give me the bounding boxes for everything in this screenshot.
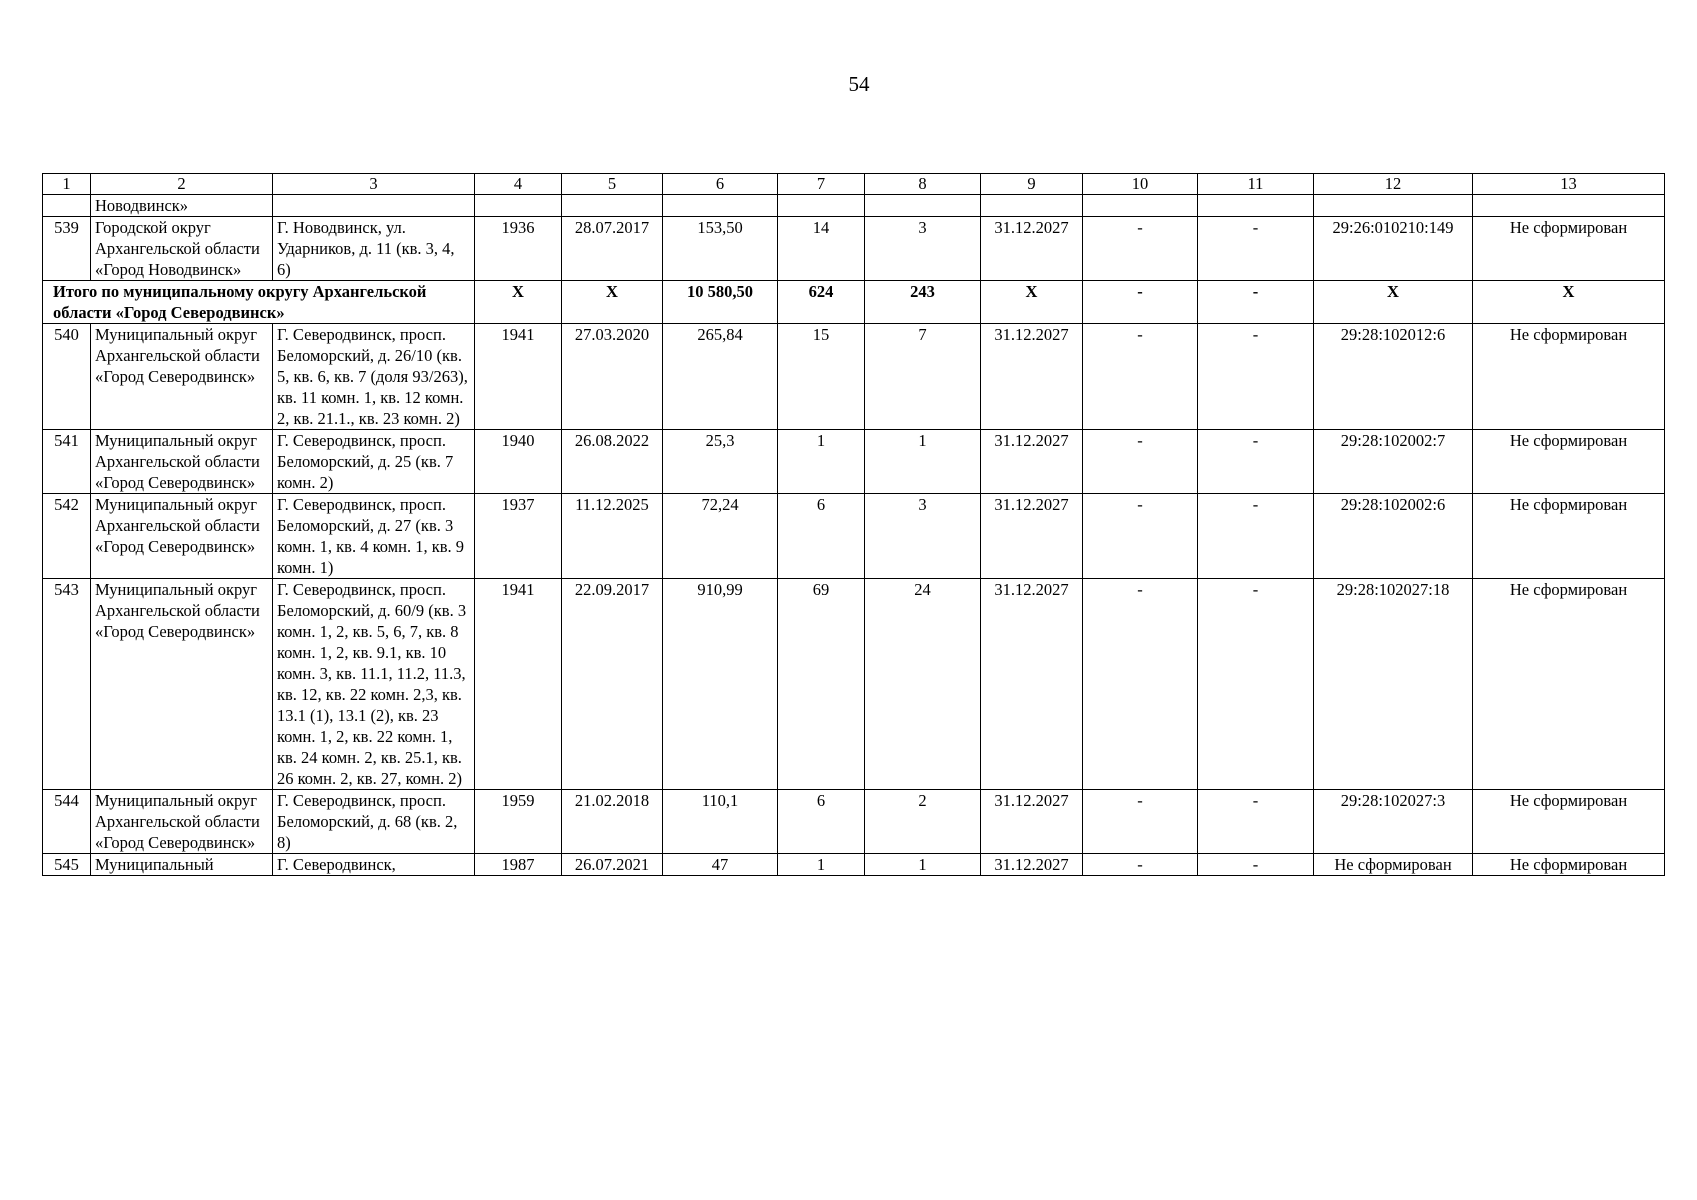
col10-cell: - (1083, 324, 1198, 430)
col10-cell: - (1083, 217, 1198, 281)
col10-cell: - (1083, 854, 1198, 876)
col11-cell: - (1198, 854, 1314, 876)
year-cell: 1987 (475, 854, 562, 876)
land-plot-cell: Не сформирован (1473, 430, 1665, 494)
row-number-cell: 539 (43, 217, 91, 281)
table-cell (1198, 195, 1314, 217)
col10-cell: - (1083, 494, 1198, 579)
rooms-cell: 3 (865, 494, 981, 579)
owner-cell: Муниципальный округ Архангельской области «Город Северодвинск» (91, 430, 273, 494)
table-row (43, 854, 1665, 876)
table-row (43, 430, 1665, 494)
table-cell (562, 195, 663, 217)
row-number-cell: 545 (43, 854, 91, 876)
column-header-6: 6 (663, 174, 778, 195)
cadastral-number-cell: 29:28:102002:7 (1314, 430, 1473, 494)
persons-cell: 14 (778, 217, 865, 281)
total-rooms-cell: 243 (865, 281, 981, 324)
col11-cell: - (1198, 430, 1314, 494)
date-cell: 27.03.2020 (562, 324, 663, 430)
table-row (43, 217, 1665, 281)
date-cell: 28.07.2017 (562, 217, 663, 281)
owner-cell: Муниципальный (91, 854, 273, 876)
column-header-7: 7 (778, 174, 865, 195)
row-number-cell: 541 (43, 430, 91, 494)
owner-cell: Муниципальный округ Архангельской области «Город Северодвинск» (91, 790, 273, 854)
owner-cell: Городской округ Архангельской области «Город Новодвинск» (91, 217, 273, 281)
rooms-cell: 7 (865, 324, 981, 430)
rooms-cell: 2 (865, 790, 981, 854)
land-plot-cell: Не сформирован (1473, 854, 1665, 876)
persons-cell: 6 (778, 494, 865, 579)
continuation-row (43, 195, 1665, 217)
land-plot-cell: Не сформирован (1473, 494, 1665, 579)
total-cadastral-cell: X (1314, 281, 1473, 324)
address-cell: Г. Северодвинск, просп. Беломорский, д. 68 (кв. 2, 8) (273, 790, 475, 854)
persons-cell: 15 (778, 324, 865, 430)
table-cell (865, 195, 981, 217)
col11-cell: - (1198, 790, 1314, 854)
cadastral-number-cell: Не сформирован (1314, 854, 1473, 876)
col11-cell: - (1198, 324, 1314, 430)
date-cell: 26.07.2021 (562, 854, 663, 876)
rooms-cell: 24 (865, 579, 981, 790)
col10-cell: - (1083, 790, 1198, 854)
cadastral-number-cell: 29:28:102002:6 (1314, 494, 1473, 579)
row-number-cell: 543 (43, 579, 91, 790)
col11-cell: - (1198, 494, 1314, 579)
persons-cell: 69 (778, 579, 865, 790)
land-plot-cell: Не сформирован (1473, 579, 1665, 790)
persons-cell: 1 (778, 854, 865, 876)
col10-cell: - (1083, 430, 1198, 494)
table-row (43, 579, 1665, 790)
area-cell: 910,99 (663, 579, 778, 790)
table-row (43, 790, 1665, 854)
total-row (43, 281, 1665, 324)
total-label: Итого по муниципальному округу Архангельской области «Город Северодвинск» (43, 281, 475, 324)
table-cell (43, 195, 91, 217)
housing-registry-table (42, 173, 1665, 876)
rooms-cell: 1 (865, 854, 981, 876)
column-header-11: 11 (1198, 174, 1314, 195)
deadline-cell: 31.12.2027 (981, 579, 1083, 790)
deadline-cell: 31.12.2027 (981, 790, 1083, 854)
deadline-cell: 31.12.2027 (981, 217, 1083, 281)
land-plot-cell: Не сформирован (1473, 217, 1665, 281)
row-number-cell: 544 (43, 790, 91, 854)
area-cell: 72,24 (663, 494, 778, 579)
address-cell: Г. Новодвинск, ул. Ударников, д. 11 (кв. 3, 4, 6) (273, 217, 475, 281)
column-header-5: 5 (562, 174, 663, 195)
total-deadline-cell: X (981, 281, 1083, 324)
year-cell: 1941 (475, 579, 562, 790)
table-cell (273, 195, 475, 217)
table-row (43, 494, 1665, 579)
cadastral-number-cell: 29:26:010210:149 (1314, 217, 1473, 281)
year-cell: 1937 (475, 494, 562, 579)
column-number-header-row (43, 174, 1665, 195)
table-cell (663, 195, 778, 217)
address-cell: Г. Северодвинск, просп. Беломорский, д. 27 (кв. 3 комн. 1, кв. 4 комн. 1, кв. 9 комн. 1) (273, 494, 475, 579)
table-cell (1473, 195, 1665, 217)
owner-cell: Муниципальный округ Архангельской области «Город Северодвинск» (91, 494, 273, 579)
total-land-cell: X (1473, 281, 1665, 324)
column-header-8: 8 (865, 174, 981, 195)
table-cell (981, 195, 1083, 217)
date-cell: 11.12.2025 (562, 494, 663, 579)
col11-cell: - (1198, 579, 1314, 790)
column-header-4: 4 (475, 174, 562, 195)
land-plot-cell: Не сформирован (1473, 790, 1665, 854)
persons-cell: 1 (778, 430, 865, 494)
rooms-cell: 3 (865, 217, 981, 281)
total-area-cell: 10 580,50 (663, 281, 778, 324)
total-date-cell: X (562, 281, 663, 324)
table-cell (1314, 195, 1473, 217)
deadline-cell: 31.12.2027 (981, 854, 1083, 876)
year-cell: 1941 (475, 324, 562, 430)
year-cell: 1959 (475, 790, 562, 854)
area-cell: 25,3 (663, 430, 778, 494)
area-cell: 110,1 (663, 790, 778, 854)
date-cell: 26.08.2022 (562, 430, 663, 494)
col10-cell: - (1083, 579, 1198, 790)
total-year-cell: X (475, 281, 562, 324)
year-cell: 1936 (475, 217, 562, 281)
cadastral-number-cell: 29:28:102012:6 (1314, 324, 1473, 430)
table-row (43, 324, 1665, 430)
deadline-cell: 31.12.2027 (981, 324, 1083, 430)
column-header-10: 10 (1083, 174, 1198, 195)
rooms-cell: 1 (865, 430, 981, 494)
row-number-cell: 540 (43, 324, 91, 430)
owner-cell: Муниципальный округ Архангельской области «Город Северодвинск» (91, 579, 273, 790)
address-cell: Г. Северодвинск, просп. Беломорский, д. 26/10 (кв. 5, кв. 6, кв. 7 (доля 93/263), кв. 11 комн. 1, кв. 12 комн. 2, кв. 21.1., кв. 23 комн. 2) (273, 324, 475, 430)
column-header-1: 1 (43, 174, 91, 195)
address-cell: Г. Северодвинск, просп. Беломорский, д. 60/9 (кв. 3 комн. 1, 2, кв. 5, 6, 7, кв. 8 комн. 1, 2, кв. 9.1, кв. 10 комн. 3, кв. 11.1, 11.2, 11.3, кв. 12, кв. 22 комн. 2,3, кв. 13.1 (1), 13.1 (2), кв. 23 комн. 1, 2, кв. 22 комн. 1, кв. 24 комн. 2, кв. 25.1, кв. 26 комн. 2, кв. 27, комн. 2) (273, 579, 475, 790)
column-header-3: 3 (273, 174, 475, 195)
area-cell: 153,50 (663, 217, 778, 281)
cadastral-number-cell: 29:28:102027:3 (1314, 790, 1473, 854)
area-cell: 265,84 (663, 324, 778, 430)
persons-cell: 6 (778, 790, 865, 854)
row-number-cell: 542 (43, 494, 91, 579)
year-cell: 1940 (475, 430, 562, 494)
owner-cell: Муниципальный округ Архангельской области «Город Северодвинск» (91, 324, 273, 430)
col11-cell: - (1198, 217, 1314, 281)
column-header-2: 2 (91, 174, 273, 195)
land-plot-cell: Не сформирован (1473, 324, 1665, 430)
page-number: 54 (848, 72, 870, 96)
table-cell (778, 195, 865, 217)
table-cell (1083, 195, 1198, 217)
address-cell: Г. Северодвинск, (273, 854, 475, 876)
total-c10-cell: - (1083, 281, 1198, 324)
deadline-cell: 31.12.2027 (981, 430, 1083, 494)
column-header-13: 13 (1473, 174, 1665, 195)
owner-cell: Новодвинск» (91, 195, 273, 217)
total-c11-cell: - (1198, 281, 1314, 324)
date-cell: 21.02.2018 (562, 790, 663, 854)
cadastral-number-cell: 29:28:102027:18 (1314, 579, 1473, 790)
address-cell: Г. Северодвинск, просп. Беломорский, д. 25 (кв. 7 комн. 2) (273, 430, 475, 494)
date-cell: 22.09.2017 (562, 579, 663, 790)
column-header-12: 12 (1314, 174, 1473, 195)
area-cell: 47 (663, 854, 778, 876)
deadline-cell: 31.12.2027 (981, 494, 1083, 579)
table-cell (475, 195, 562, 217)
column-header-9: 9 (981, 174, 1083, 195)
total-persons-cell: 624 (778, 281, 865, 324)
